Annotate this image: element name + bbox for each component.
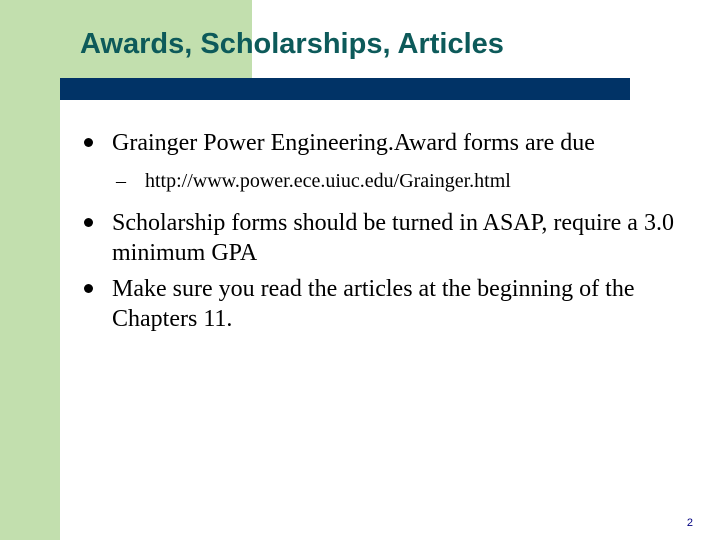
bullet-dot-icon — [84, 284, 93, 293]
title-underline-bar — [60, 78, 630, 100]
left-accent-stripe — [0, 0, 60, 540]
bullet-text: Grainger Power Engineering.Award forms are due — [112, 130, 595, 156]
dash-icon: – — [116, 170, 126, 192]
bullet-text: Scholarship forms should be turned in ASAP, require a 3.0 minimum GPA — [112, 210, 674, 266]
bullet-item — [80, 128, 700, 158]
bullet-item — [80, 274, 700, 334]
sub-bullet-text: http://www.power.ece.uiuc.edu/Grainger.html — [145, 170, 511, 192]
bullet-dot-icon — [84, 218, 93, 227]
sub-bullet-item — [80, 168, 700, 194]
page-number: 2 — [686, 517, 693, 529]
bullet-dot-icon — [84, 138, 93, 147]
bullet-item — [80, 208, 700, 268]
slide-title: Awards, Scholarships, Articles — [80, 28, 504, 60]
slide-content — [80, 128, 700, 334]
bullet-text: Make sure you read the articles at the beginning of the Chapters 11. — [112, 276, 635, 332]
